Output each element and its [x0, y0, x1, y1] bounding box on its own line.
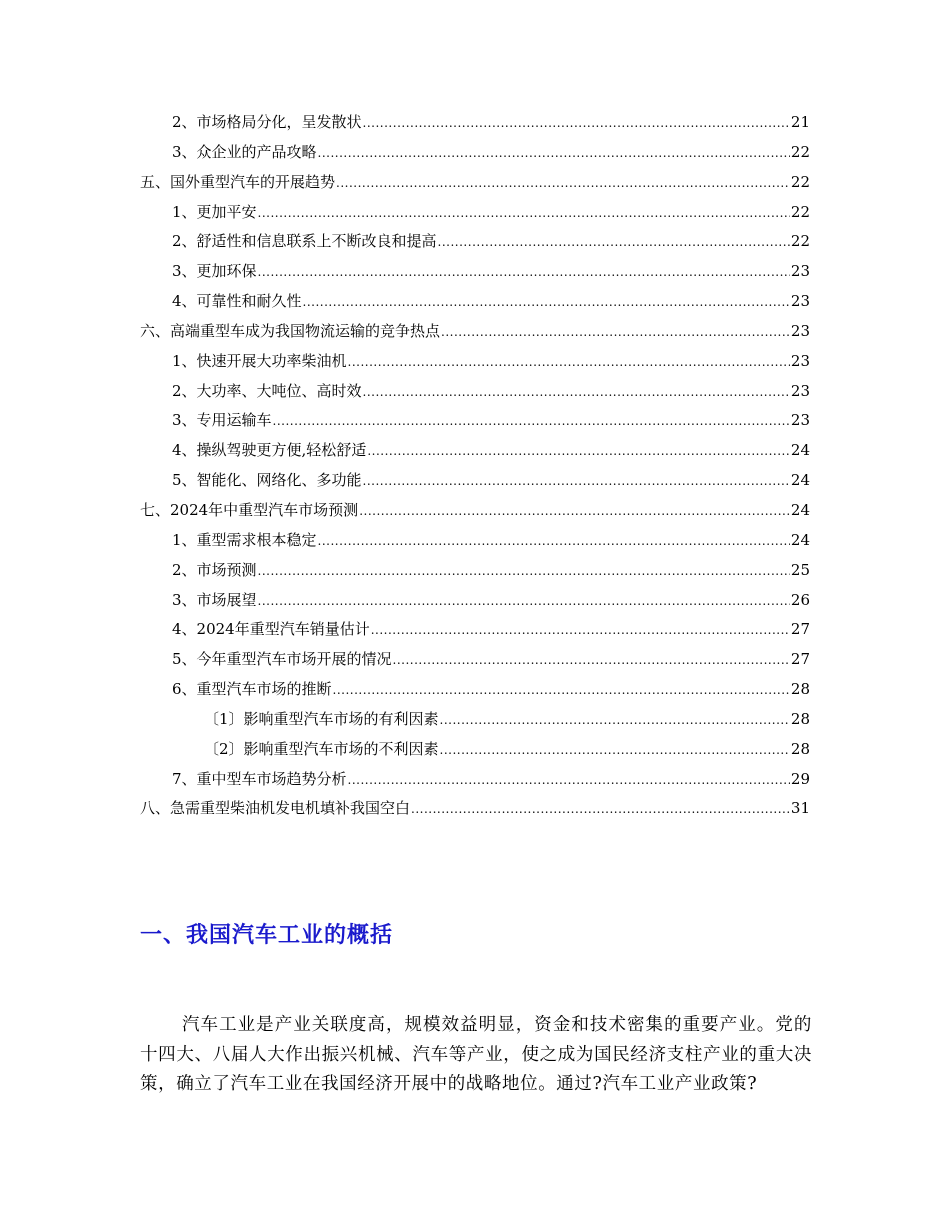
toc-leader-dots — [363, 112, 790, 134]
toc-entry-title: 〔2〕影响重型汽车市场的不利因素 — [204, 739, 439, 758]
toc-entry-title: 3、更加环保 — [172, 262, 257, 281]
toc-entry-title: 1、更加平安 — [172, 202, 257, 221]
toc-entry-page-number: 23 — [790, 292, 810, 311]
toc-entry-page-number: 24 — [790, 471, 810, 490]
toc-entry-title: 2、市场格局分化，呈发散状 — [172, 113, 362, 131]
toc-entry-title: 1、重型需求根本稳定 — [172, 530, 317, 549]
toc-leader-dots — [258, 590, 790, 612]
toc-leader-dots — [258, 560, 790, 582]
toc-entry[interactable] — [140, 111, 810, 141]
toc-leader-dots — [318, 530, 790, 552]
toc-leader-dots — [258, 202, 790, 224]
toc-entry-title: 4、可靠性和耐久性 — [172, 292, 302, 311]
toc-entry[interactable] — [140, 230, 810, 260]
toc-entry-page-number: 23 — [790, 321, 810, 340]
toc-leader-dots — [273, 410, 790, 432]
toc-entry[interactable] — [140, 678, 810, 708]
toc-entry-title: 八、急需重型柴油机发电机填补我国空白 — [140, 799, 411, 818]
toc-entry-title: 2、大功率、大吨位、高时效 — [172, 381, 362, 400]
toc-entry-page-number: 22 — [790, 172, 810, 191]
toc-entry[interactable] — [140, 618, 810, 648]
toc-leader-dots — [348, 351, 790, 373]
toc-leader-dots — [440, 739, 790, 761]
toc-entry-page-number: 22 — [790, 142, 810, 161]
toc-entry-page-number: 26 — [790, 590, 810, 609]
toc-leader-dots — [336, 172, 790, 194]
toc-entry-page-number: 22 — [790, 232, 810, 251]
toc-entry[interactable] — [140, 797, 810, 827]
toc-entry-title: 五、国外重型汽车的开展趋势 — [140, 172, 336, 191]
toc-leader-dots — [303, 291, 790, 313]
toc-entry-title: 5、今年重型汽车市场开展的情况 — [172, 650, 392, 669]
toc-entry[interactable] — [140, 529, 810, 559]
toc-entry-page-number: 23 — [790, 351, 810, 370]
toc-entry[interactable] — [140, 290, 810, 320]
toc-leader-dots — [348, 769, 790, 791]
toc-leader-dots — [411, 798, 790, 820]
toc-entry-title: 七、2024年中重型汽车市场预测 — [140, 500, 359, 519]
toc-entry-title: 2、舒适性和信息联系上不断改良和提高 — [172, 232, 437, 251]
toc-entry-title: 5、智能化、网络化、多功能 — [172, 471, 362, 490]
toc-entry-page-number: 27 — [790, 620, 810, 639]
toc-entry[interactable] — [140, 260, 810, 290]
toc-entry-page-number: 24 — [790, 530, 810, 549]
toc-leader-dots — [359, 500, 790, 522]
toc-leader-dots — [363, 470, 790, 492]
toc-leader-dots — [363, 381, 790, 403]
body-paragraph: 汽车工业是产业关联度高，规模效益明显，资金和技术密集的重要产业。党的十四大、八届人大作出振兴机械、汽车等产业，使之成为国民经济支柱产业的重大决策，确立了汽车工业在我国经济开展中的战略地位。通过?汽车工业产业政策? — [140, 1015, 812, 1094]
toc-entry-page-number: 24 — [790, 500, 810, 519]
table-of-contents — [140, 111, 810, 827]
toc-entry-page-number: 21 — [790, 113, 810, 131]
toc-entry[interactable] — [140, 559, 810, 589]
toc-entry[interactable] — [140, 350, 810, 380]
toc-entry-title: 六、高端重型车成为我国物流运输的竞争热点 — [140, 321, 441, 340]
toc-entry-title: 4、2024年重型汽车销量估计 — [172, 620, 370, 639]
toc-entry-page-number: 25 — [790, 560, 810, 579]
toc-leader-dots — [367, 440, 790, 462]
toc-entry-title: 7、重中型车市场趋势分析 — [172, 769, 347, 788]
toc-entry-title: 3、专用运输车 — [172, 411, 272, 430]
toc-entry-page-number: 29 — [790, 769, 810, 788]
toc-entry[interactable] — [140, 469, 810, 499]
toc-leader-dots — [441, 321, 790, 343]
toc-entry[interactable] — [140, 708, 810, 738]
toc-entry-page-number: 23 — [790, 262, 810, 281]
toc-entry[interactable] — [140, 201, 810, 231]
toc-entry-title: 3、众企业的产品攻略 — [172, 142, 317, 161]
toc-entry[interactable] — [140, 171, 810, 201]
toc-entry[interactable] — [140, 768, 810, 798]
toc-leader-dots — [258, 261, 790, 283]
toc-entry-page-number: 22 — [790, 202, 810, 221]
toc-entry-title: 6、重型汽车市场的推断 — [172, 680, 332, 699]
toc-leader-dots — [440, 709, 790, 731]
toc-entry[interactable] — [140, 439, 810, 469]
toc-entry-title: 3、市场展望 — [172, 590, 257, 609]
toc-entry[interactable] — [140, 320, 810, 350]
section-heading: 一、我国汽车工业的概括 — [140, 923, 394, 948]
toc-entry-page-number: 28 — [790, 680, 810, 699]
toc-entry-page-number: 28 — [790, 709, 810, 728]
toc-entry[interactable] — [140, 589, 810, 619]
toc-entry-title: 〔1〕影响重型汽车市场的有利因素 — [204, 709, 439, 728]
toc-entry-title: 1、快速开展大功率柴油机 — [172, 351, 347, 370]
toc-entry-title: 4、操纵驾驶更方便,轻松舒适 — [172, 441, 367, 460]
toc-entry-page-number: 24 — [790, 441, 810, 460]
toc-leader-dots — [438, 231, 790, 253]
toc-leader-dots — [333, 679, 790, 701]
toc-entry-page-number: 23 — [790, 381, 810, 400]
toc-leader-dots — [393, 649, 790, 671]
toc-entry-page-number: 28 — [790, 739, 810, 758]
toc-leader-dots — [371, 619, 790, 641]
toc-entry-page-number: 27 — [790, 650, 810, 669]
toc-leader-dots — [318, 142, 790, 164]
toc-entry[interactable] — [140, 648, 810, 678]
toc-entry-page-number: 31 — [790, 799, 810, 818]
toc-entry[interactable] — [140, 738, 810, 768]
toc-entry[interactable] — [140, 141, 810, 171]
toc-entry-title: 2、市场预测 — [172, 560, 257, 579]
toc-entry-page-number: 23 — [790, 411, 810, 430]
toc-entry[interactable] — [140, 380, 810, 410]
toc-entry[interactable] — [140, 499, 810, 529]
toc-entry[interactable] — [140, 409, 810, 439]
